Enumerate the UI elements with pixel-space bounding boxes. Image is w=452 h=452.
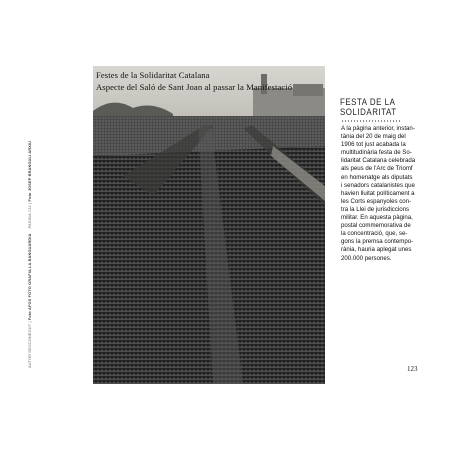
caption-line: les Corts espanyoles con- [341, 197, 412, 205]
credit-part-2: Foto AFOS FOTO GRAFIA LA BANGUARDIA [28, 233, 32, 321]
credit-part-4: Foto JOSEP BRANGULI ARXIU [28, 140, 32, 202]
caption-line: als peus de l'Arc de Triomf [341, 165, 413, 173]
caption-line: lidaritat Catalana celebrada [341, 157, 416, 165]
photo-credit: AUTOR DESCONEGUT | Foto AFOS FOTO GRAFIA LA BANGUARDIA PAGINA 122 | Foto JOSEP BRANGULI ARXIU [28, 140, 32, 368]
caption-body [341, 125, 425, 263]
caption-line: la concentració, que, se- [341, 230, 408, 238]
crowd-photo-illustration [93, 66, 325, 384]
credit-part-3: PAGINA 122 [28, 205, 32, 229]
historic-photograph [93, 66, 325, 384]
credit-part-1: AUTOR DESCONEGUT [28, 323, 32, 368]
caption-line: rània, hauria aplegat unes [341, 246, 412, 254]
section-title-line-2: SOLIDARITAT [340, 106, 397, 117]
postcard-caption-line-2: Aspecte del Saló de Sant Joan al passar la Manifestació [96, 82, 293, 92]
caption-line: i senadors catalanistes que [341, 181, 415, 189]
caption-line: havien lluitat políticament a [341, 189, 415, 197]
caption-line: 200.000 persones. [341, 254, 392, 262]
caption-line: militar. En aquesta pàgina, [341, 214, 413, 222]
section-title [340, 98, 428, 117]
caption-line: multitudinària festa de So- [341, 149, 412, 157]
caption-line: en homenatge als diputats [341, 173, 413, 181]
page-number: 123 [407, 365, 418, 373]
caption-line: tània del 20 de maig del [341, 133, 406, 141]
caption-line: postal commemorativa de [341, 222, 411, 230]
caption-line: 1906 tot just acabada la [341, 141, 406, 149]
caption-line: A la pàgina anterior, instan- [341, 125, 415, 132]
dotted-rule [341, 120, 401, 122]
postcard-caption-line-1: Festes de la Solidaritat Catalana [96, 70, 210, 80]
section-title-line-1: FESTA DE LA [340, 97, 396, 107]
caption-line: tra la Llei de jurisdiccions [341, 205, 410, 213]
caption-line: gons la premsa contempo- [341, 238, 414, 246]
